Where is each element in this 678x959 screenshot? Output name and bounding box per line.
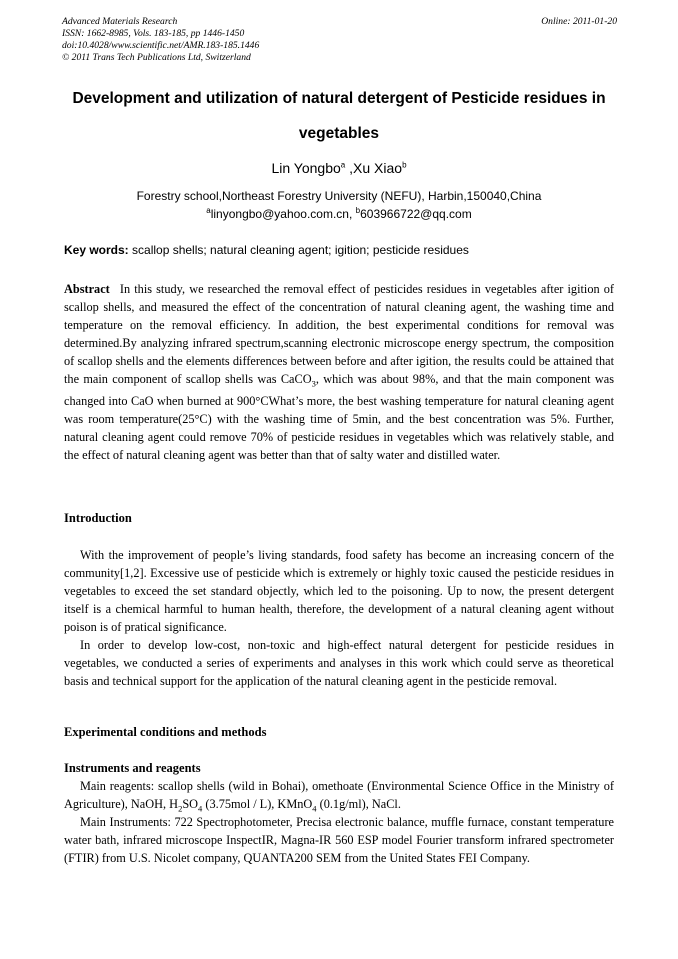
journal-copyright: © 2011 Trans Tech Publications Ltd, Switzerland	[62, 52, 251, 63]
email-a: linyongbo@yahoo.com.cn,	[210, 207, 356, 221]
author-separator: ,	[345, 160, 354, 176]
journal-header	[62, 16, 617, 64]
abstract-text-a: In this study, we researched the removal effect of pesticides residues in vegetables after igition of scallop shells, and measured the effect of the concentration of natural cleaning agent, the washing time and temperature on the removal efficiency. In addition, the best experimental conditions for removal was determined.By analyzing infrared spectrum,scanning electronic microscope energy spectrum, the composition of scallop shells and the elements differences between before and after igition, the results could be attained that the main component of scallop shells was CaCO	[64, 282, 614, 386]
instruments-paragraph: Main Instruments: 722 Spectrophotometer, Precisa electronic balance, muffle furnace, constant temperature water bath, infrared microscope InspectIR, Magna-IR 560 ESP model Fourier transform infrared spectrometer (FTIR) from U.S. Nicolet company, QUANTA200 SEM from the United States FEI Company.	[64, 815, 614, 865]
keywords-text: scallop shells; natural cleaning agent; igition; pesticide residues	[128, 243, 469, 257]
online-date: Online: 2011-01-20	[541, 16, 617, 27]
introduction-heading: Introduction	[64, 511, 132, 525]
author-1-sup: a	[340, 160, 346, 170]
abstract	[64, 280, 614, 464]
reagents-text-a: Main reagents: scallop shells (wild in Bohai), omethoate (Environmental Science Office in the Ministry of Agriculture), NaOH, H	[64, 779, 614, 811]
email-b: 603966722@qq.com	[360, 207, 472, 221]
reagents-text-b: SO	[182, 797, 199, 811]
reagents-sub-4b: 4	[312, 803, 317, 814]
email-b-sup: b	[355, 206, 361, 215]
paper-title-line1: Development and utilization of natural detergent of Pesticide residues in	[72, 90, 606, 107]
reagents-text-d: (0.1g/ml), NaCl.	[316, 797, 401, 811]
author-2-sup: b	[402, 160, 407, 170]
introduction-paragraph-2: In order to develop low-cost, non-toxic and high-effect natural detergent for pesticide residues in vegetables, we conducted a series of experiments and analyses in this work which could serve as theoretical basis and technical support for the application of the natural cleaning agent in the pesticide removal.	[64, 638, 614, 688]
journal-doi: doi:10.4028/www.scientific.net/AMR.183-185.1446	[62, 40, 260, 51]
email-a-sup: a	[206, 206, 211, 215]
journal-name: Advanced Materials Research	[62, 16, 178, 27]
reagents-paragraph	[64, 777, 614, 817]
paper-title-line2: vegetables	[298, 125, 380, 142]
abstract-label: Abstract	[64, 282, 110, 296]
introduction-paragraph-1: With the improvement of people’s living standards, food safety has become an increasing concern of the community[1,2]. Excessive use of pesticide which is extremely or highly toxic caused the pesticide residues in vegetables to exceed the set standard objectly, which led to the poisoning. Up to now, the present detergent itself is a chemical harmful to human health, therefore, the development of a natural cleaning agent without poison is of pratical significance.	[64, 548, 614, 634]
keywords	[64, 243, 614, 257]
abstract-text-b: , which was about 98%, and that the main component was changed into CaO when burned at 900°CWhat’s more, the best washing temperature for natural cleaning agent was room temperature(25°C) with the washing time of 5min, and the best concentration was 5%. Further, natural cleaning agent could remove 70% of pesticide residues in vegetables which was relatively stable, and the effect of natural cleaning agent was better than that of salty water and distilled water.	[64, 372, 614, 463]
journal-issn: ISSN: 1662-8985, Vols. 183-185, pp 1446-1450	[62, 28, 245, 39]
author-emails	[0, 206, 678, 221]
reagents-sub-4a: 4	[198, 803, 203, 814]
author-2: Xu Xiao	[353, 160, 403, 176]
reagents-text-c: (3.75mol / L), KMnO	[202, 797, 313, 811]
methods-heading: Experimental conditions and methods	[64, 725, 267, 739]
instruments-subheading: Instruments and reagents	[64, 761, 201, 775]
affiliation: Forestry school,Northeast Forestry University (NEFU), Harbin,150040,China	[136, 189, 542, 203]
author-1: Lin Yongbo	[271, 160, 341, 176]
reagents-sub-2: 2	[178, 803, 183, 814]
keywords-label: Key words:	[64, 243, 129, 257]
abstract-sub-3: 3	[311, 378, 316, 389]
author-list	[0, 160, 678, 176]
